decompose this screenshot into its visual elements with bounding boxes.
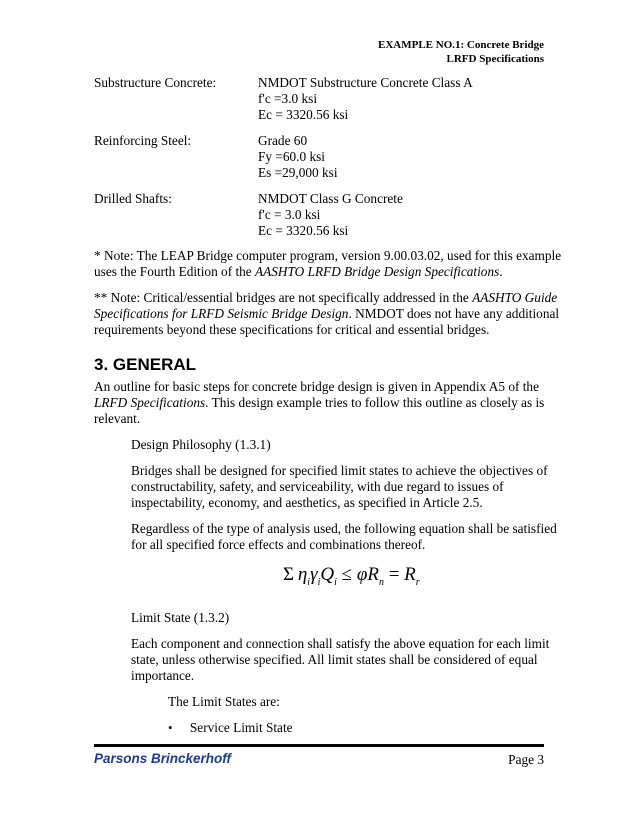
design-philosophy-label: Design Philosophy (1.3.1) — [131, 437, 271, 452]
bridges-line-2: constructability, safety, and serviceability, with due regard to issues of — [131, 479, 504, 494]
text-run: . This design example tries to follow this outline as closely as is — [205, 395, 545, 410]
material-value: Es =29,000 ksi — [258, 165, 338, 180]
material-value: f'c = 3.0 ksi — [258, 207, 321, 222]
regardless-line-1: Regardless of the type of analysis used, the following equation shall be satisfied — [131, 521, 557, 536]
material-value: f'c =3.0 ksi — [258, 91, 318, 106]
intro-line-2 — [94, 395, 544, 411]
note-2-line-3: requirements beyond these specifications for critical and essential bridges. — [94, 322, 490, 337]
bullet-icon: • — [168, 720, 173, 735]
italic-reference: AASHTO LRFD Bridge Design Specifications — [255, 264, 500, 279]
running-header — [378, 38, 544, 66]
note-1-line-1: * Note: The LEAP Bridge computer program, version 9.00.03.02, used for this example — [94, 248, 562, 263]
text-run: . — [499, 264, 503, 279]
intro-line-3: relevant. — [94, 411, 141, 426]
limit-states-intro: The Limit States are: — [168, 694, 280, 709]
material-label: Substructure Concrete: — [94, 75, 217, 90]
header-line-1: EXAMPLE NO.1: Concrete Bridge — [378, 39, 544, 51]
each-line-3: importance. — [131, 668, 195, 683]
limit-state-equation: Σ $\eta_i\gamma_iQ_i \le \varphi R_n = R_r$ — [283, 564, 420, 588]
bullet-text: Service Limit State — [189, 720, 293, 735]
list-item — [168, 720, 293, 736]
limit-state-label: Limit State (1.3.2) — [131, 610, 230, 625]
footer-page-number: Page 3 — [508, 752, 544, 767]
material-label: Drilled Shafts: — [94, 191, 172, 206]
text-run: uses the Fourth Edition of the — [94, 264, 256, 279]
material-value: NMDOT Class G Concrete — [258, 191, 403, 206]
material-value: Ec = 3320.56 ksi — [258, 223, 349, 238]
header-line-2: LRFD Specifications — [446, 53, 544, 65]
text-run: ** Note: Critical/essential bridges are not specifically addressed in the — [94, 290, 473, 305]
italic-reference: LRFD Specifications — [94, 395, 206, 410]
text-run: . NMDOT does not have any additional — [348, 306, 560, 321]
material-value: Grade 60 — [258, 133, 308, 148]
italic-reference: AASHTO Guide — [472, 290, 558, 305]
bridges-line-1: Bridges shall be designed for specified limit states to achieve the objectives of — [131, 463, 548, 478]
note-2-line-2 — [94, 306, 559, 322]
material-value: Fy =60.0 ksi — [258, 149, 325, 164]
footer-company: Parsons Brinckerhoff — [94, 751, 232, 766]
material-value: Ec = 3320.56 ksi — [258, 107, 349, 122]
material-label: Reinforcing Steel: — [94, 133, 192, 148]
each-line-2: state, unless otherwise specified. All limit states shall be considered of equal — [131, 652, 538, 667]
italic-reference: Specifications for LRFD Seismic Bridge Design — [94, 306, 349, 321]
intro-line-1: An outline for basic steps for concrete bridge design is given in Appendix A5 of the — [94, 379, 539, 394]
footer-rule — [94, 744, 544, 747]
note-2-line-1 — [94, 290, 557, 306]
bridges-line-3: inspectability, economy, and aesthetics, as specified in Article 2.5. — [131, 495, 483, 510]
regardless-line-2: for all specified force effects and combinations thereof. — [131, 537, 426, 552]
section-heading: 3. GENERAL — [94, 355, 197, 374]
each-line-1: Each component and connection shall satisfy the above equation for each limit — [131, 636, 550, 651]
material-value: NMDOT Substructure Concrete Class A — [258, 75, 473, 90]
note-1-line-2 — [94, 264, 503, 280]
